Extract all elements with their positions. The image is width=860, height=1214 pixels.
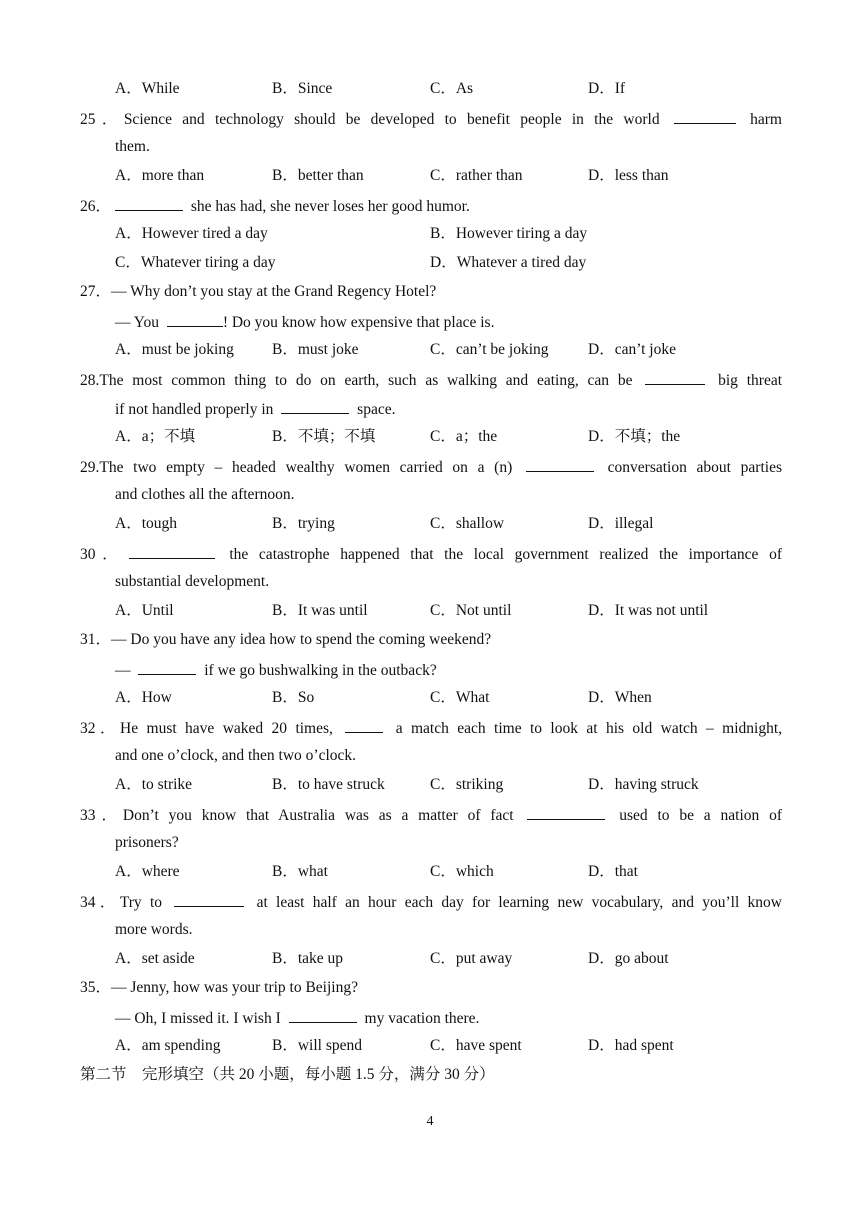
question-text: The most common thing to do on earth, such as walking and eating, can be bbox=[99, 372, 633, 389]
question-number: 28. bbox=[80, 372, 100, 389]
question-text: — You bbox=[115, 314, 159, 331]
question-31 bbox=[80, 630, 491, 650]
question-35 bbox=[80, 978, 358, 998]
option-d: D．If bbox=[588, 80, 626, 97]
option-b: B．So bbox=[272, 689, 315, 706]
question-30-continuation: substantial development. bbox=[115, 573, 270, 590]
option-c: C．put away bbox=[430, 950, 513, 967]
option-d: D．having struck bbox=[588, 776, 699, 793]
answer-blank bbox=[645, 369, 705, 385]
option-a: A．tough bbox=[115, 515, 178, 532]
option-d: D．illegal bbox=[588, 515, 654, 532]
question-number: 35． bbox=[80, 979, 112, 996]
option-d: D．can’t joke bbox=[588, 341, 676, 358]
question-34-continuation: more words. bbox=[115, 921, 193, 938]
option-a: A．more than bbox=[115, 167, 205, 184]
question-number: 30． bbox=[80, 546, 125, 563]
option-c: C．Whatever tiring a day bbox=[115, 254, 276, 271]
question-28-continuation bbox=[115, 398, 395, 420]
option-c: C．which bbox=[430, 863, 494, 880]
question-30 bbox=[80, 543, 782, 565]
question-number: 27． bbox=[80, 283, 112, 300]
option-b: B．Since bbox=[272, 80, 333, 97]
question-29-continuation: and clothes all the afternoon. bbox=[115, 486, 295, 503]
question-text: — Jenny, how was your trip to Beijing? bbox=[111, 979, 358, 996]
answer-blank bbox=[174, 891, 244, 907]
answer-blank bbox=[526, 456, 594, 472]
option-d: D．go about bbox=[588, 950, 669, 967]
option-d: D．less than bbox=[588, 167, 669, 184]
option-a: A．Until bbox=[115, 602, 174, 619]
answer-blank bbox=[115, 195, 183, 211]
question-text: my vacation there. bbox=[364, 1010, 480, 1027]
option-b: B．must joke bbox=[272, 341, 359, 358]
question-27-reply bbox=[115, 311, 494, 333]
question-32-continuation: and one o’clock, and then two o’clock. bbox=[115, 747, 357, 764]
option-a: A．to strike bbox=[115, 776, 193, 793]
question-text: the catastrophe happened that the local government realized the importance of bbox=[229, 546, 782, 563]
question-number: 32． bbox=[80, 720, 121, 737]
question-text: Don’t you know that Australia was as a matter of fact bbox=[122, 807, 514, 824]
question-34 bbox=[80, 891, 782, 913]
question-number: 33． bbox=[80, 807, 123, 824]
question-31-reply bbox=[115, 659, 437, 681]
question-text: — bbox=[115, 662, 131, 679]
question-text: harm bbox=[750, 111, 782, 128]
question-32 bbox=[80, 717, 782, 739]
question-35-reply bbox=[115, 1007, 479, 1029]
option-a: A．where bbox=[115, 863, 180, 880]
option-d: D．When bbox=[588, 689, 652, 706]
question-text: she has had, she never loses her good humor. bbox=[190, 198, 470, 215]
question-text: The two empty – headed wealthy women carried on a (n) bbox=[99, 459, 513, 476]
option-d: D．had spent bbox=[588, 1037, 674, 1054]
question-text: He must have waked 20 times, bbox=[120, 720, 333, 737]
question-text: used to be a nation of bbox=[619, 807, 782, 824]
option-c: C．have spent bbox=[430, 1037, 522, 1054]
answer-blank bbox=[674, 108, 736, 124]
question-27 bbox=[80, 282, 436, 302]
option-c: C．Not until bbox=[430, 602, 512, 619]
answer-blank bbox=[289, 1007, 357, 1023]
option-a: A．However tired a day bbox=[115, 225, 268, 242]
option-b: B．However tiring a day bbox=[430, 225, 588, 242]
option-b: B．take up bbox=[272, 950, 344, 967]
answer-blank bbox=[345, 717, 383, 733]
option-d: D．Whatever a tired day bbox=[430, 254, 587, 271]
question-text: if we go bushwalking in the outback? bbox=[204, 662, 437, 679]
question-25 bbox=[80, 108, 782, 130]
page-number: 4 bbox=[426, 1114, 434, 1129]
option-b: B．better than bbox=[272, 167, 364, 184]
answer-blank bbox=[527, 804, 605, 820]
question-33 bbox=[80, 804, 782, 826]
option-d: D．It was not until bbox=[588, 602, 709, 619]
question-text: — Why don’t you stay at the Grand Regency Hotel? bbox=[111, 283, 437, 300]
question-text: ! Do you know how expensive that place is. bbox=[222, 314, 495, 331]
question-28 bbox=[80, 369, 782, 391]
question-text: space. bbox=[357, 401, 396, 418]
option-c: C．shallow bbox=[430, 515, 505, 532]
option-a: A．a；不填 bbox=[115, 428, 196, 445]
answer-blank bbox=[129, 543, 215, 559]
section-heading: 第二节 完形填空（共 20 小题，每小题 1.5 分，满分 30 分） bbox=[80, 1066, 495, 1083]
option-c: C．striking bbox=[430, 776, 504, 793]
option-c: C．rather than bbox=[430, 167, 523, 184]
question-number: 29. bbox=[80, 459, 100, 476]
question-29 bbox=[80, 456, 782, 478]
option-b: B．It was until bbox=[272, 602, 368, 619]
option-b: B．不填；不填 bbox=[272, 428, 376, 445]
question-number: 34． bbox=[80, 894, 120, 911]
option-b: B．will spend bbox=[272, 1037, 362, 1054]
option-c: C．a；the bbox=[430, 428, 498, 445]
option-b: B．what bbox=[272, 863, 328, 880]
option-c: C．What bbox=[430, 689, 490, 706]
question-number: 31． bbox=[80, 631, 112, 648]
option-d: D．that bbox=[588, 863, 638, 880]
question-number: 25． bbox=[80, 111, 124, 128]
option-b: B．trying bbox=[272, 515, 335, 532]
answer-blank bbox=[138, 659, 196, 675]
option-a: A．While bbox=[115, 80, 180, 97]
option-a: A．must be joking bbox=[115, 341, 234, 358]
question-text: a match each time to look at his old watch – midnight, bbox=[395, 720, 783, 737]
question-number: 26． bbox=[80, 198, 112, 215]
option-a: A．am spending bbox=[115, 1037, 221, 1054]
question-text: conversation about parties bbox=[607, 459, 782, 476]
question-text: big threat bbox=[718, 372, 783, 389]
answer-blank bbox=[167, 311, 223, 327]
question-25-continuation: them. bbox=[115, 138, 150, 155]
option-a: A．set aside bbox=[115, 950, 195, 967]
question-text: at least half an hour each day for learning new vocabulary, and you’ll know bbox=[256, 894, 782, 911]
question-text: Science and technology should be developed to benefit people in the world bbox=[123, 111, 660, 128]
question-text: if not handled properly in bbox=[115, 401, 274, 418]
question-text: — Do you have any idea how to spend the coming weekend? bbox=[111, 631, 492, 648]
option-d: D．不填；the bbox=[588, 428, 681, 445]
option-c: C．As bbox=[430, 80, 474, 97]
question-text: — Oh, I missed it. I wish I bbox=[115, 1010, 281, 1027]
question-26 bbox=[80, 195, 470, 217]
answer-blank bbox=[281, 398, 349, 414]
option-a: A．How bbox=[115, 689, 172, 706]
option-b: B．to have struck bbox=[272, 776, 385, 793]
option-c: C．can’t be joking bbox=[430, 341, 549, 358]
question-33-continuation: prisoners? bbox=[115, 834, 179, 851]
question-text: Try to bbox=[119, 894, 163, 911]
